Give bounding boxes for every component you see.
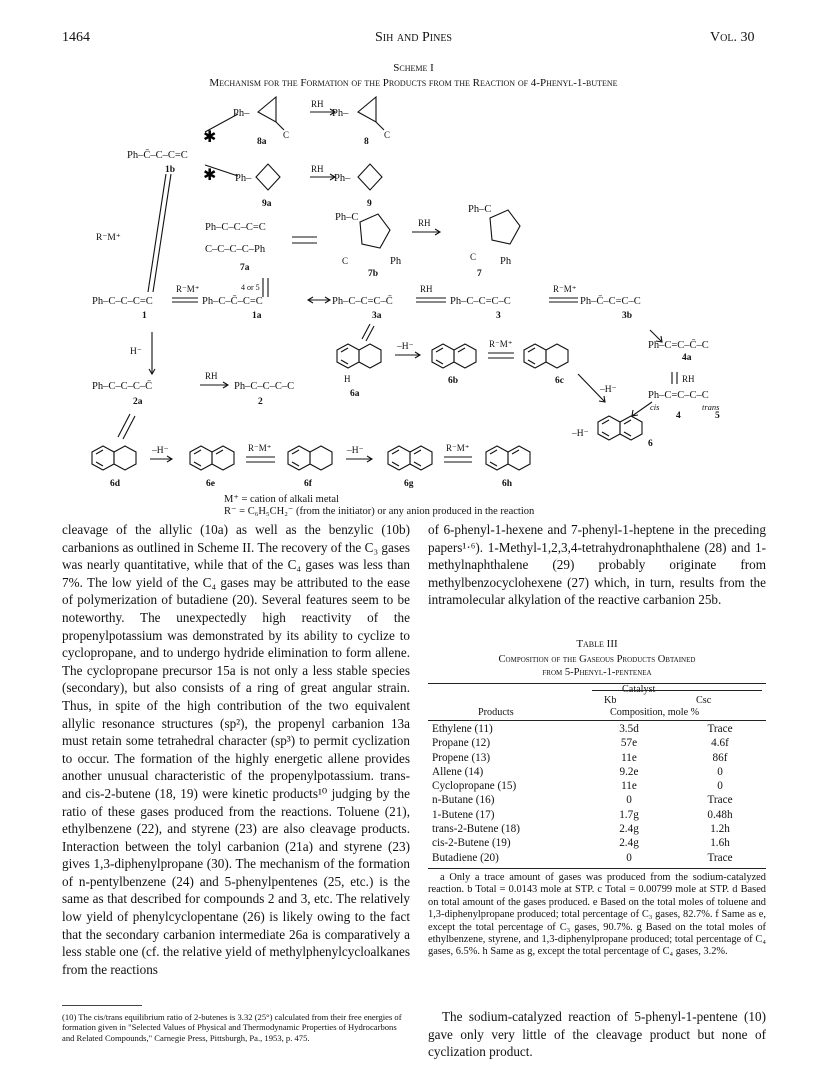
minus-h-4-6: –H⁻ (572, 429, 589, 439)
species-7a-top: Ph–C–C–C=C (205, 222, 266, 233)
table-cell: 86f (712, 751, 728, 764)
table-cell: Cyclopropane (15) (432, 780, 517, 793)
composition-header: Composition, mole % (610, 707, 700, 718)
table-cell: 1.6h (710, 837, 730, 850)
cyclohexadienyl-ring-6h (508, 446, 530, 470)
rm-1-1a: R⁻M⁺ (176, 284, 200, 294)
reaction-scheme (0, 92, 827, 492)
benzene-ring-6e (190, 446, 212, 470)
table-cell: 2.4g (619, 823, 639, 836)
species-7a-bottom: C–C–C–C–Ph (205, 244, 266, 255)
catalyst-header: Catalyst (622, 684, 656, 695)
table-cell: 1.2h (710, 823, 730, 836)
species-1b: Ph–C̄–C–C=C (127, 150, 188, 161)
page-number: 1464 (62, 30, 90, 45)
left-paragraph-1: cleavage of the allylic (10a) as well as the benzylic (10b) carbanions as outlined in Scheme II. The recovery of the C₃ gases was nearly quantitative, while that of the C₄ gases was less than 7%. The low yield of the C₄ gases may be attributed to the ease of polymerization of butadiene (20). Several features seem to be noteworthy. The unexpectedly high reactivity of the propenylpotassium was demonstrated by its ability to cyclize to cyclopropane, and to undergo hydride elimination to form allene. The cyclopropane precursor 15a is not only a less stable species (secondary), but also consists of a ring of great angular strain. Thus, in spite of the high contribution of the two equivalent allylic resonance structures (sp²), the propenyl carbanion 13a must retain some tetrahedral character (sp³) to permit cyclization to occur. The formation of the highly energetic allene provides another unusual characteristic of the propenylpotassium. trans- and cis-2-butene (18, 19) were kinetic products¹⁰ judging by the ratio of these gases produced from the reactions. Toluene (21), ethylbenzene (22), and styrene (23) are also cleavage products. Interaction between the tolyl carbanion (21a) and styrene (23) gives 1,3-diphenylpropane (30). The mechanism of the formation of n-pentylbenzene (24) and 5-phenylpentenes (25, etc.) is the same as that described for compounds 2 and 3, etc. The relatively low yield of phenylcyclopentane (26) is likely owing to the fact that the secondary carbanion intermediate 26a is comparatively a less stable one (cf. the relative yield of methylphenylcycloalkanes from the reactions (62, 522, 410, 977)
col-k: Kb (604, 695, 617, 706)
table-row (428, 736, 766, 750)
label-6h: 6h (502, 479, 513, 489)
label-3b: 3b (622, 311, 633, 321)
label-7b: 7b (368, 269, 379, 279)
rm-left: R⁻M⁺ (96, 233, 121, 243)
c-7: C (470, 252, 477, 262)
table-cell: 4.6f (711, 737, 729, 750)
species-4: Ph–C=C–C–C (648, 390, 709, 401)
rh-3a-3: RH (420, 284, 433, 294)
running-head-volume: Vol. 30 (710, 30, 755, 45)
species-8: Ph– (332, 108, 349, 119)
scheme-title: Mechanism for the Formation of the Products from the Reaction of 4-Phenyl-1-butene (209, 77, 618, 89)
cyclohexane-ring-6d (114, 446, 136, 470)
composition-table (428, 722, 766, 865)
rm-6g-6h: R⁻M⁺ (446, 443, 470, 453)
cyclohexene-ring-6a (359, 344, 381, 368)
carbanion-c-8a: C (283, 130, 290, 140)
left-column (62, 521, 410, 978)
rh-4a-4: RH (682, 374, 695, 384)
table-cell: Butadiene (20) (432, 851, 499, 864)
label-7a: 7a (240, 263, 250, 273)
cyclohexenyl-ring-6f (310, 446, 332, 470)
rh-2a-2: RH (205, 371, 218, 381)
rm-3-3b: R⁻M⁺ (553, 284, 577, 294)
table-cell: 0 (717, 765, 723, 778)
rh-8-arrow: RH (311, 99, 324, 109)
cyclopentane-ring-7 (490, 210, 520, 244)
species-7b: Ph–C (335, 212, 359, 223)
cyclobutane-ring-9a (256, 164, 280, 190)
c-7b: C (342, 256, 349, 266)
cyclobutane-ring-9 (358, 164, 382, 190)
benzene-ring-6f (288, 446, 310, 470)
table-cell: Trace (707, 723, 733, 735)
blocked-arrow-mark-8a: ✱ (203, 129, 217, 146)
cis-label: cis (650, 402, 660, 412)
right-column-closing (428, 1008, 766, 1061)
right-paragraph-1: of 6-phenyl-1-hexene and 7-phenyl-1-heptene in the preceding papers¹·⁶). 1-Methyl-1,2,3,4-tetrahydronaphthalene (28) and 1-methylnaphthalene (29) probably originate from methylbenzocyclohexene (27) which, in turn, results from the intramolecular alkylation of the reactive carbanion 25b. (428, 522, 766, 608)
table-row (428, 851, 766, 865)
table-top-rule (428, 683, 766, 684)
label-8: 8 (364, 137, 369, 147)
label-6: 6 (648, 439, 653, 449)
table-title-line1: Composition of the Gaseous Products Obtained (498, 654, 696, 665)
label-6b: 6b (448, 376, 459, 386)
col-cs: Csc (696, 695, 712, 706)
catalyst-rule (592, 690, 762, 691)
label-2a: 2a (133, 397, 143, 407)
label-6g: 6g (404, 479, 414, 489)
species-9a: Ph– (235, 173, 252, 184)
species-1: Ph–C–C–C=C (92, 296, 153, 307)
label-4a: 4a (682, 353, 692, 363)
table-label: Table III (576, 638, 618, 650)
label-7: 7 (477, 269, 482, 279)
label-1: 1 (142, 311, 147, 321)
label-6a: 6a (350, 389, 360, 399)
table-cell: Ethylene (11) (432, 723, 493, 735)
scheme-legend (224, 494, 534, 517)
label-2: 2 (258, 397, 263, 407)
rh-9-arrow: RH (311, 164, 324, 174)
benzene-ring-6-left (598, 416, 620, 440)
table-cell: 0 (626, 794, 632, 807)
species-1a: Ph–C–C̄–C=C (202, 296, 263, 307)
rm-6b-6c: R⁻M⁺ (489, 339, 513, 349)
ph-7b: Ph (390, 256, 402, 267)
table-row (428, 751, 766, 765)
minus-h-6c-6: –H⁻ (600, 385, 617, 395)
benzene-ring-6b (432, 344, 454, 368)
right-column-intro (428, 521, 766, 609)
footnote-10: (10) The cis/trans equilibrium ratio of 2-butenes is 3.32 (25°) calculated from their free energies of formation given in "Selected Values of Physical and Thermodynamic Properties of Hydrocarbons and Related Compounds," Carnegie Press, Pittsburgh, Pa., 1953, p. 475. (62, 1012, 402, 1043)
table-cell: Propene (13) (432, 751, 491, 764)
table-cell: 57e (620, 737, 638, 750)
footnote-rule (62, 1005, 142, 1006)
cyclohexadiene-ring-6b (454, 344, 476, 368)
four-or-five: 4 or 5 (241, 283, 260, 292)
table-cell: cis-2-Butene (19) (432, 837, 511, 850)
table-row (428, 793, 766, 807)
label-1a: 1a (252, 311, 262, 321)
species-4a: Ph–C=C–C̄–C (648, 340, 709, 351)
species-3: Ph–C–C=C–C (450, 296, 511, 307)
table-cell: trans-2-Butene (18) (432, 823, 520, 836)
label-6c: 6c (555, 376, 564, 386)
running-head-authors: Sih and Pines (374, 30, 452, 45)
minus-h-6f-6g: –H⁻ (347, 446, 364, 456)
label-6f: 6f (304, 479, 312, 489)
cyclopentane-ring-7b (360, 214, 390, 248)
scheme-label: Scheme I (393, 62, 434, 74)
table-cell: 11e (621, 780, 637, 793)
species-2a: Ph–C–C–C–C̄ (92, 381, 153, 392)
benzene-ring-6c (524, 344, 546, 368)
label-3: 3 (496, 311, 501, 321)
species-3a: Ph–C–C=C–C̄ (332, 296, 393, 307)
table-cell: 3.5d (619, 723, 639, 735)
table-header-rule (428, 720, 766, 721)
h-minus-1-2a: H⁻ (130, 347, 142, 357)
blocked-arrow-mark-9a: ✱ (203, 167, 217, 184)
table-cell: Propane (12) (432, 737, 491, 750)
table-cell: Trace (707, 851, 733, 864)
h-6a: H (344, 374, 351, 384)
minus-h-6a-6b: –H⁻ (397, 342, 414, 352)
label-6d: 6d (110, 479, 121, 489)
table-row (428, 722, 766, 736)
cyclohexene-ring-6e (212, 446, 234, 470)
trans-label: trans (702, 402, 720, 412)
cyclohexadienyl-ring-6c (546, 344, 568, 368)
table-cell: 2.4g (619, 837, 639, 850)
rm-6e-6f: R⁻M⁺ (248, 443, 272, 453)
carbon-c-8: C (384, 130, 391, 140)
table-cell: 0 (717, 780, 723, 793)
species-3b: Ph–C̄–C=C–C (580, 296, 641, 307)
label-1b: 1b (165, 165, 176, 175)
species-2: Ph–C–C–C–C (234, 381, 295, 392)
closing-paragraph: The sodium-catalyzed reaction of 5-phenyl-1-pentene (10) gave only very little of the cleavage product but none of cyclization product. (428, 1009, 766, 1060)
species-7: Ph–C (468, 204, 492, 215)
table-note-text: a Only a trace amount of gases was produced from the sodium-catalyzed reaction. b Total = 0.0143 mole at STP. c Total = 0.00799 mole at STP. d Based on total amount of the gases produced. e Based on the total moles of toluene and 1,3-diphenylpropane produced; total percentage of C₃ gases, 82.7%. f Same as e, except the total percentage of C₃ gases, 90.7%. g Based on the total moles of ethylbenzene, styrene, and 1,3-diphenylpropane produced; total percentage of C₄ gases, 6.5%. h Same as g, except the total percentage of C₄ gases, 3.2%. (428, 872, 766, 958)
table-title-line2: from 5-Phenyl-1-pentenea (542, 667, 652, 678)
table-notes (428, 872, 766, 959)
benzene-ring-6g (388, 446, 410, 470)
benzene-ring-6-right (620, 416, 642, 440)
rh-7-arrow: RH (418, 218, 431, 228)
table-cell: 1-Butene (17) (432, 808, 495, 821)
label-6e: 6e (206, 479, 215, 489)
benzene-ring-6d (92, 446, 114, 470)
table-row (428, 808, 766, 822)
legend-line-1: M⁺ = cation of alkali metal (224, 494, 339, 505)
label-8a: 8a (257, 137, 267, 147)
benzene-ring-6h (486, 446, 508, 470)
table-row (428, 836, 766, 850)
label-9: 9 (367, 199, 372, 209)
cyclohexadiene-ring-6g (410, 446, 432, 470)
table-row (428, 765, 766, 779)
table-cell: 0 (626, 851, 632, 864)
legend-line-2: R⁻ = C₆H₅CH₂⁻ (from the initiator) or any anion produced in the reaction (224, 505, 535, 517)
minus-h-6d-6e: –H⁻ (152, 446, 169, 456)
table-cell: 9.2e (619, 765, 639, 778)
benzene-ring-6a (337, 344, 359, 368)
table-cell: Allene (14) (432, 765, 484, 778)
table-row (428, 779, 766, 793)
table-cell: 0.48h (707, 808, 733, 821)
col-products: Products (478, 707, 514, 718)
species-9: Ph– (334, 173, 351, 184)
ph-7: Ph (500, 256, 512, 267)
table-cell: 1.7g (619, 808, 639, 821)
label-5: 5 (715, 411, 720, 421)
table-row (428, 822, 766, 836)
table-cell: Trace (707, 794, 733, 807)
label-9a: 9a (262, 199, 272, 209)
table-bottom-rule (428, 868, 766, 869)
cyclopropane-ring-8 (358, 97, 376, 122)
species-8a: Ph– (233, 108, 250, 119)
label-3a: 3a (372, 311, 382, 321)
cyclopropane-ring-8a (258, 97, 276, 122)
table-cell: n-Butane (16) (432, 794, 495, 807)
label-4: 4 (676, 411, 681, 421)
table-cell: 11e (621, 751, 637, 764)
